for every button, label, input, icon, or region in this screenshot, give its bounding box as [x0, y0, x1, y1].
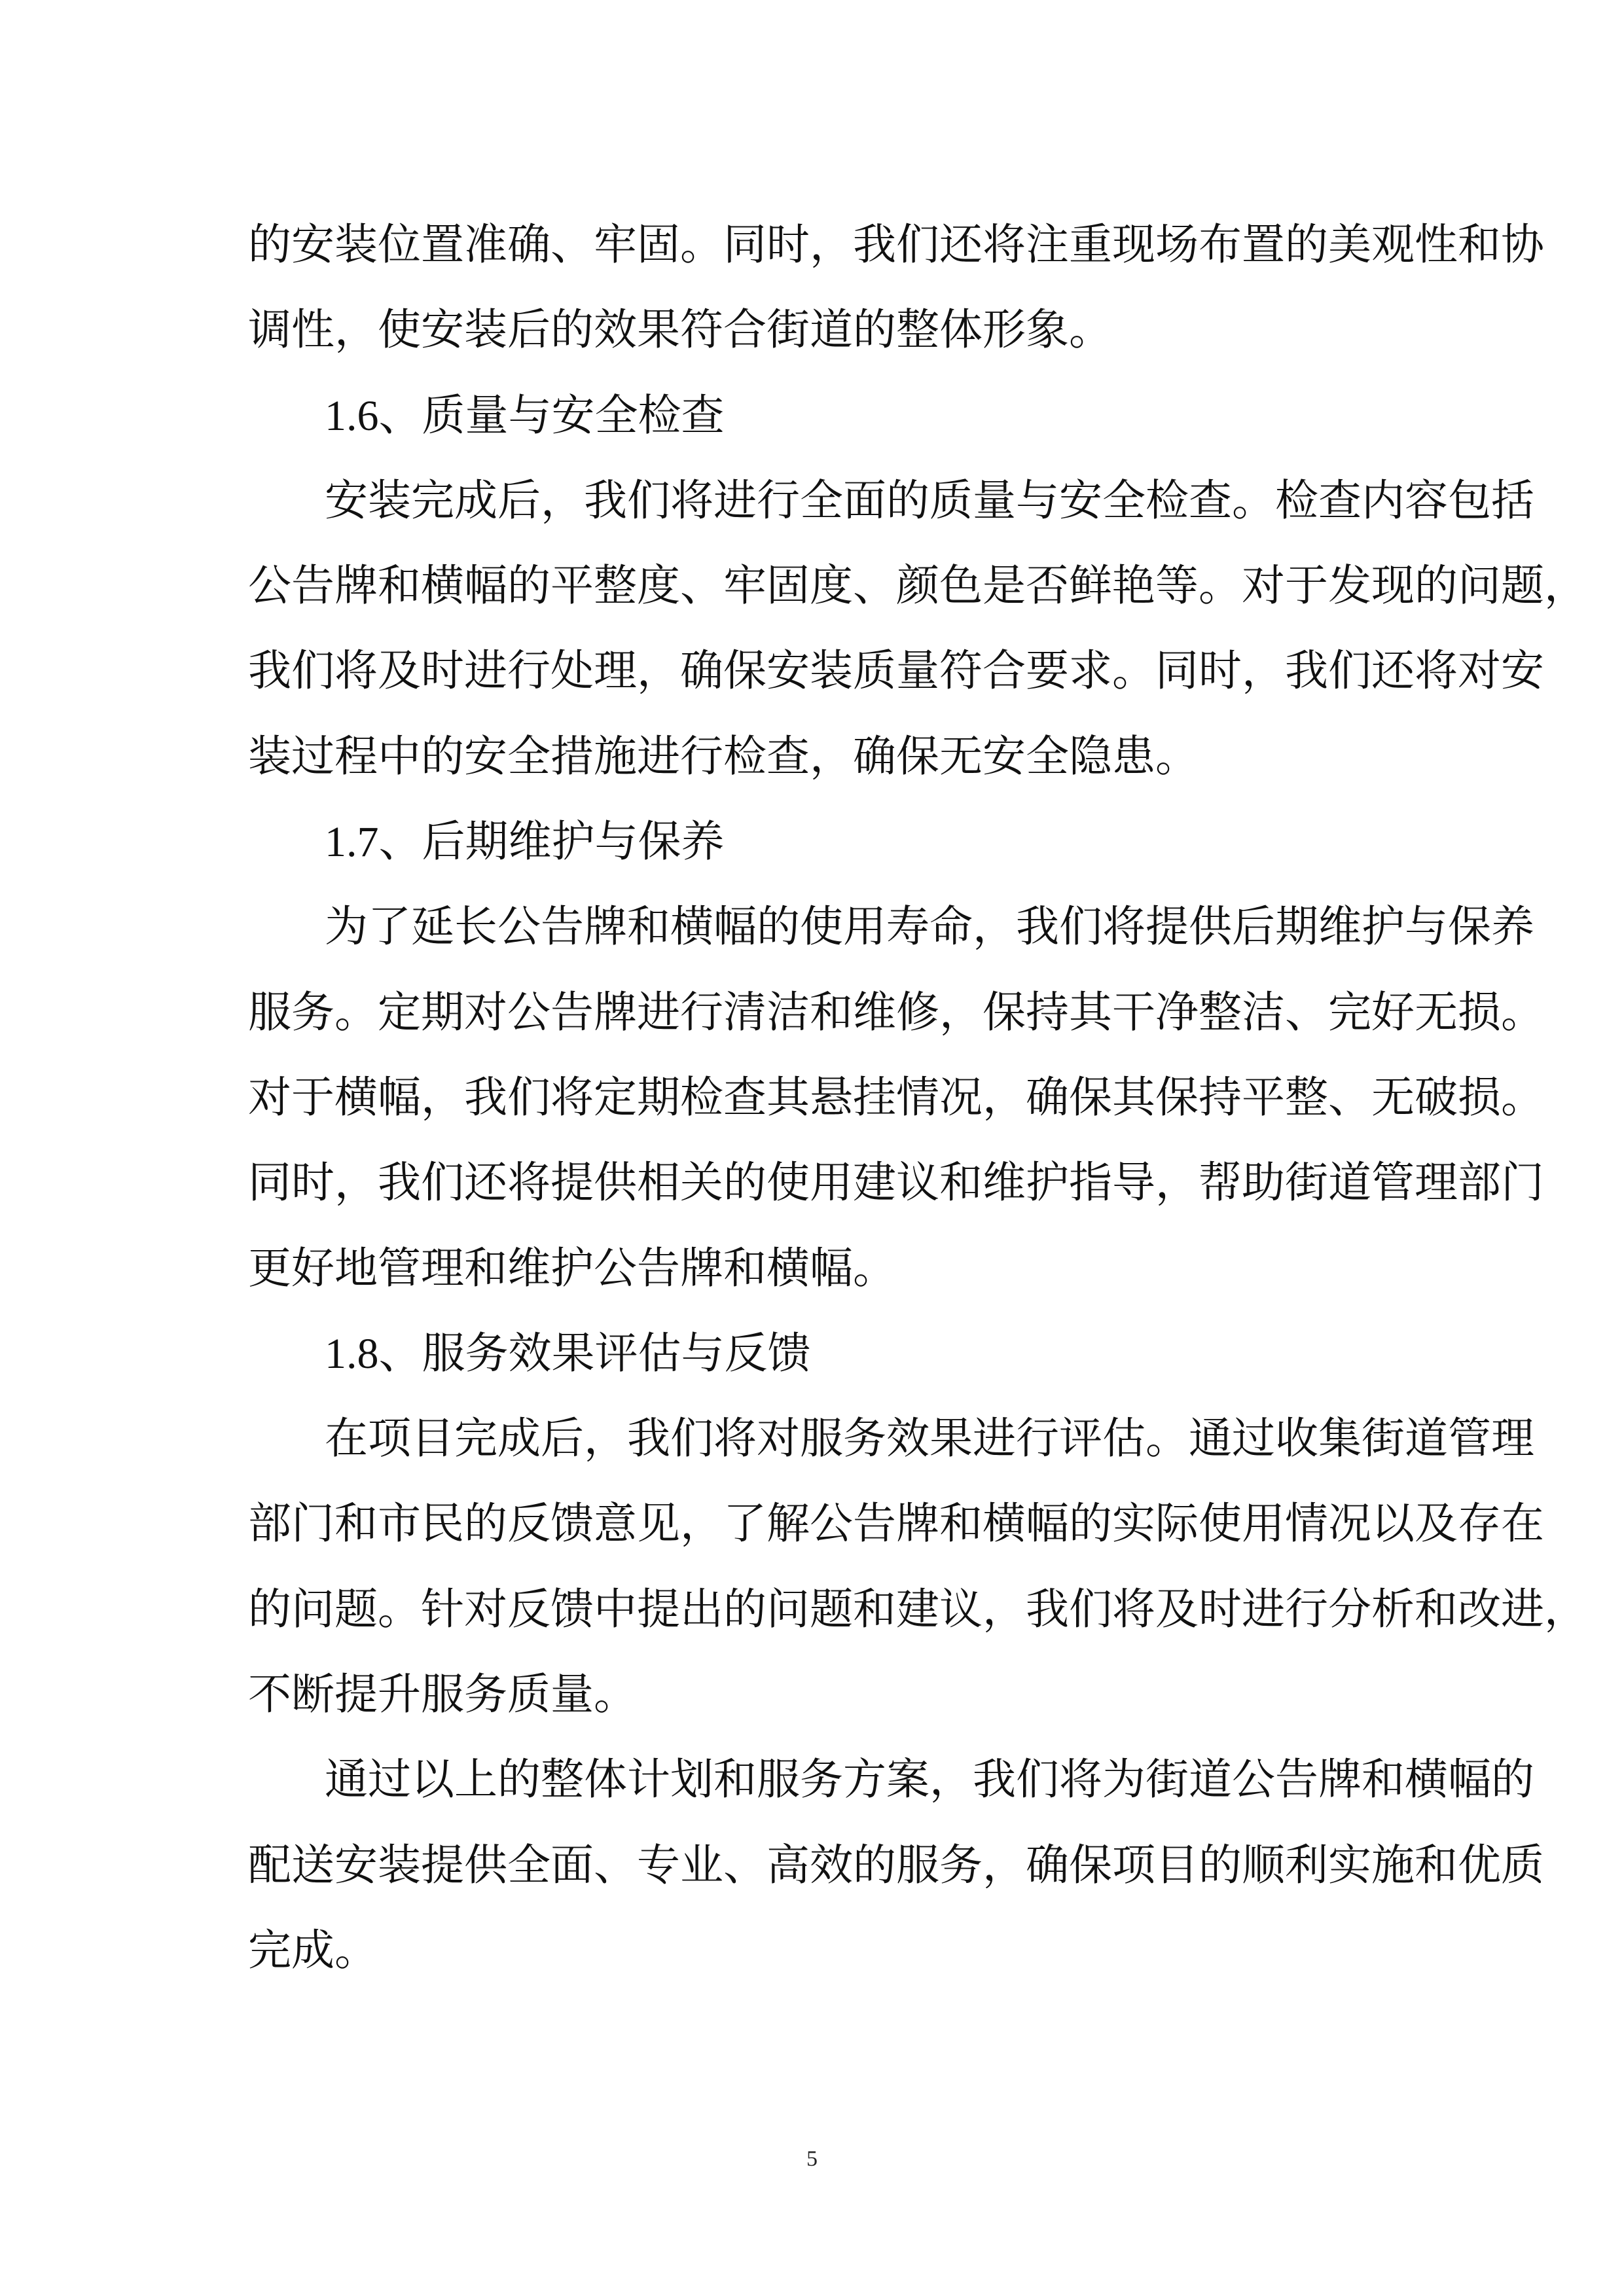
text-line: 的安装位置准确、牢固。同时，我们还将注重现场布置的美观性和协: [248, 221, 1544, 269]
section-heading: 1.8、服务效果评估与反馈: [325, 1329, 811, 1378]
text-line: 完成。: [248, 1926, 378, 1975]
text-line: 调性，使安装后的效果符合街道的整体形象。: [248, 306, 1112, 355]
text-line: 对于横幅，我们将定期检查其悬挂情况，确保其保持平整、无破损。: [248, 1073, 1544, 1122]
section-heading: 1.6、质量与安全检查: [325, 391, 725, 440]
text-line: 服务。定期对公告牌进行清洁和维修，保持其干净整洁、完好无损。: [248, 988, 1544, 1037]
text-line: 安装完成后，我们将进行全面的质量与安全检查。检查内容包括: [325, 476, 1534, 525]
text-line: 我们将及时进行处理，确保安装质量符合要求。同时，我们还将对安: [248, 647, 1544, 696]
text-line: 的问题。针对反馈中提出的问题和建议，我们将及时进行分析和改进，: [248, 1585, 1587, 1634]
text-line: 同时，我们还将提供相关的使用建议和维护指导，帮助街道管理部门: [248, 1159, 1544, 1208]
text-line: 公告牌和横幅的平整度、牢固度、颜色是否鲜艳等。对于发现的问题，: [248, 562, 1587, 611]
text-line: 部门和市民的反馈意见，了解公告牌和横幅的实际使用情况以及存在: [248, 1500, 1544, 1549]
text-line: 装过程中的安全措施进行检查，确保无安全隐患。: [248, 732, 1199, 781]
text-line: 更好地管理和维护公告牌和横幅。: [248, 1244, 896, 1293]
text-line: 在项目完成后，我们将对服务效果进行评估。通过收集街道管理: [325, 1415, 1534, 1463]
document-body: [248, 203, 1587, 1994]
text-line: 配送安装提供全面、专业、高效的服务，确保项目的顺利实施和优质: [248, 1841, 1544, 1890]
page-number: 5: [806, 2147, 818, 2171]
section-heading: 1.7、后期维护与保养: [325, 818, 725, 867]
text-line: 通过以上的整体计划和服务方案，我们将为街道公告牌和横幅的: [325, 1756, 1534, 1804]
text-line: 不断提升服务质量。: [248, 1671, 637, 1719]
text-line: 为了延长公告牌和横幅的使用寿命，我们将提供后期维护与保养: [325, 903, 1534, 952]
